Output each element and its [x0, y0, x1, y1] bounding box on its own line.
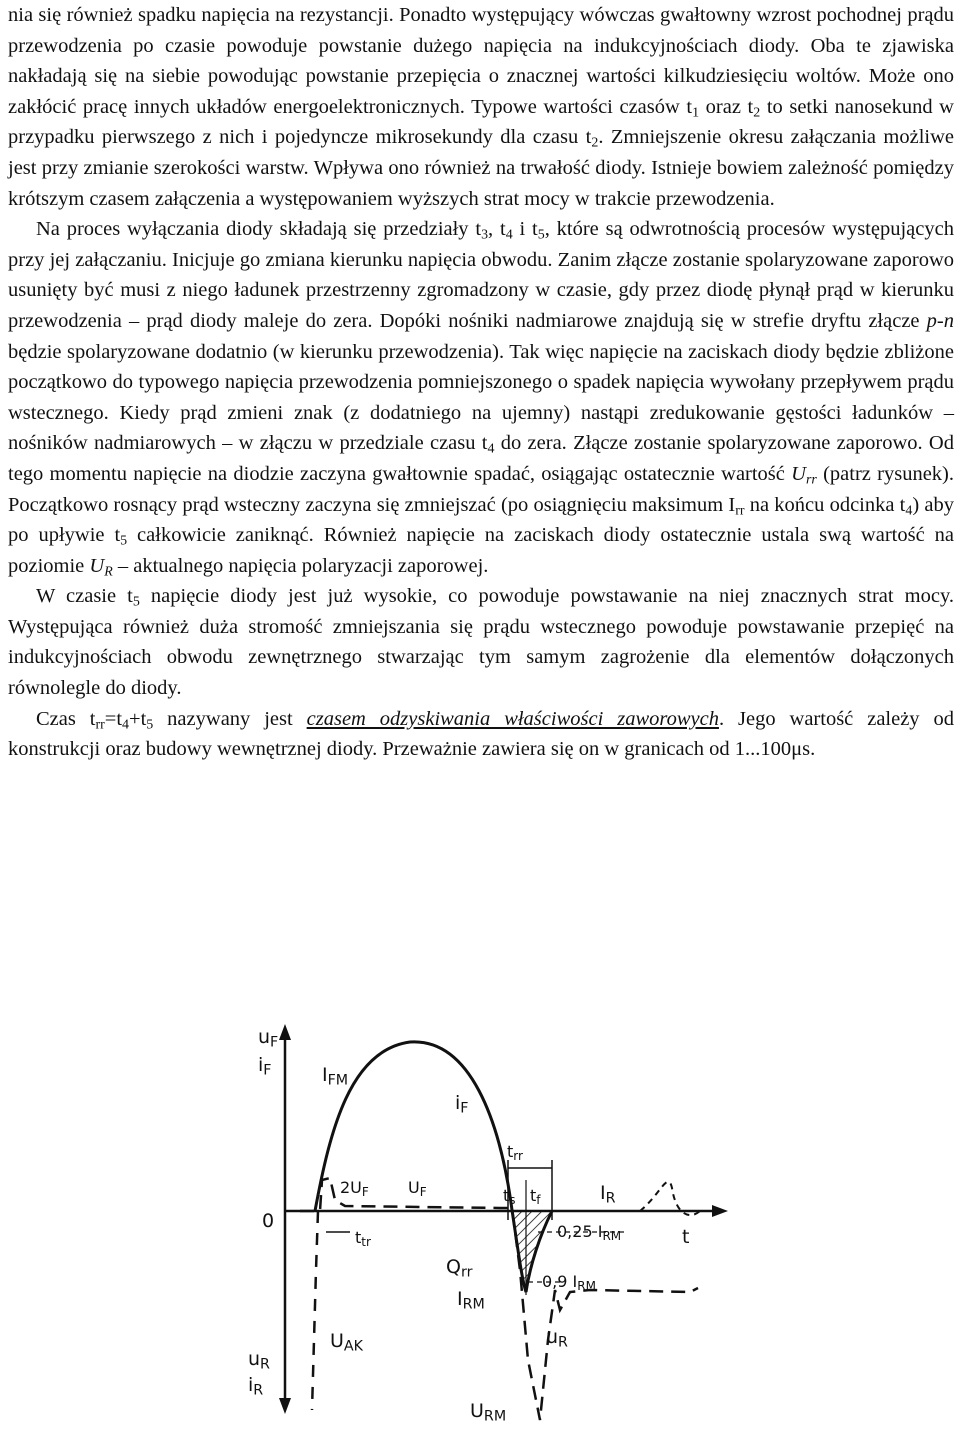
p4-defined-term: czasem odzyskiwania właściwości zaworowych [306, 707, 719, 730]
time-axis-arrow [712, 1205, 728, 1217]
voltage-curve-uak [300, 1178, 698, 1425]
p1-text-b: oraz t [699, 95, 754, 118]
diode-switching-figure [0, 1010, 960, 1430]
paragraph-1 [8, 0, 954, 214]
ts-label: $t_s$ [503, 1186, 516, 1207]
p2-text-i: ) aby po upływie t [8, 493, 954, 547]
p4-text-b: =t [104, 707, 123, 730]
ir-label: $I_R$ [600, 1182, 616, 1207]
p1-sub-1: 1 [692, 105, 700, 121]
if-curve-label: $i_F$ [455, 1092, 469, 1117]
p4-text-a: Czas t [36, 707, 96, 730]
ifm-label: $I_{FM}$ [322, 1064, 349, 1089]
p1-sub-2: 2 [753, 105, 761, 121]
p2-sub: 5 [120, 533, 128, 549]
p4-text-e: . Jego wartość zależy od konstrukcji oraz budowy wewnętrznej diody. Przeważnie zawiera się on w granicach od 1...100 [8, 707, 954, 761]
p4-unit: μs. [791, 738, 816, 761]
p2-text-c: i t [512, 218, 538, 241]
body-text [8, 0, 954, 765]
p2-text-j: całkowicie zaniknąć. Również napięcie na zaciskach diody ostatecznie ustala swą wartość na poziomie [8, 524, 954, 577]
p2-sub: 5 [537, 227, 545, 243]
vertical-axis-arrow-down [279, 1398, 291, 1414]
p2-irr-sub: rr [735, 502, 745, 518]
uf-axis-label: $u_F$ [258, 1026, 279, 1051]
voltage-initial-segment [312, 1211, 318, 1410]
p2-text-k: – aktualnego napięcia polaryzacji zaporowej. [112, 554, 489, 577]
p2-sub: 4 [505, 227, 513, 243]
urm-label: $U_{RM}$ [470, 1400, 507, 1425]
p1-text-c: to setki nanosekund w przypadku pierwszego z nich i pojedyncze mikrosekundy dla czasu t [8, 95, 954, 149]
irm09-label: 0,9 $I_{RM}$ [542, 1272, 596, 1293]
irm025-label: 0,25 $I_{RM}$ [557, 1222, 622, 1243]
p2-urr [791, 462, 817, 488]
p2-text-a: Na proces wyłączania diody składają się przedziały t [36, 218, 482, 241]
vertical-axis-arrow-up [279, 1024, 291, 1040]
uf-label: $U_F$ [408, 1178, 427, 1199]
p2-pn-italic: p-n [926, 309, 954, 332]
irm-label: $I_{RM}$ [457, 1288, 485, 1313]
p1-text-d: . Zmniejszenie okresu załączania możliwe jest przy zmianie szerokości warstw. Wpływa ono również na trwałość diody. Istnieje bowiem zależność pomiędzy krótszym czasem załączenia a występowaniem wyższych strat mocy w trakcie przewodzenia. [8, 126, 954, 210]
p2-text-h: na końcu odcinka t [744, 493, 906, 516]
p1-sub-3: 2 [591, 135, 599, 151]
p2-text-b: , t [488, 218, 506, 241]
p2-text-g: (patrz rysunek). Początkowo rosnący prąd wsteczny zaczyna się zmniejszać (po osiągnięciu maksimum I [8, 462, 954, 516]
p2-text-d: , które są odwrotnością procesów występujących przy jej załączaniu. Inicjuje go zmiana kierunku napięcia obwodu. Zanim złącze zostanie spolaryzowane zaporowo usunięty być musi z niego ładunek przestrzenny zgromadzony w czasie, gdy przez diodę płynął prąd w kierunku przewodzenia – prąd diody maleje do zera. Dopóki nośniki nadmiarowe znajdują się w strefie dryftu złącze [8, 218, 954, 332]
p2-text-f: do zera. Złącze zostanie spolaryzowane zaporowo. Od tego momentu napięcie na diodzie zaczyna gwałtownie spadać, osiągając ostatecznie wartość [8, 432, 954, 485]
p3-text-b: napięcie diody jest już wysokie, co powoduje powstawanie na niej znacznych strat mocy. Występująca również duża stromość zmniejszania się prądu wstecznego powoduje powstawanie przepięć na indukcyjnościach obwodu zewnętrznego stwarzając tym samym zagrożenie dla elementów dołączonych równolegle do diody. [8, 585, 954, 700]
current-curve [315, 1042, 552, 1292]
p4-sub: 5 [146, 717, 154, 733]
zero-label: 0 [262, 1210, 275, 1232]
p2-text-e: będzie spolaryzowane dodatnio (w kierunku przewodzenia). Tak więc napięcie na zaciskach diody będzie zbliżone początkowo do typowego napięcia przewodzenia pomniejszonego o spadek napięcia wywołany przepływem prądu wstecznego. Kiedy prąd zmieni znak (z dodatniego na ujemny) nastąpi zredukowanie gęstości ładunków – nośników nadmiarowych – w złączu w przedziale czasu t [8, 340, 954, 455]
qrr-label: $Q_{rr}$ [446, 1256, 473, 1281]
p3-text-a: W czasie t [36, 585, 133, 608]
p2-ur-main: U [89, 554, 105, 577]
trr-label: $t_{rr}$ [507, 1142, 523, 1163]
two-uf-label: $2U_F$ [340, 1178, 369, 1199]
ttr-label: $t_{tr}$ [355, 1228, 371, 1249]
p3-sub: 5 [132, 594, 140, 610]
p1-text-a: nia się również spadku napięcia na rezystancji. Ponadto występujący wówczas gwałtowny wzrost pochodnej prądu przewodzenia po czasie powoduje powstanie dużego napięcia na indukcyjnościach diody. Oba te zjawiska nakładają się na siebie powodując powstanie przepięcia o znacznej wartości kilkudziesięciu woltów. Może ono zakłócić pracę innych układów energoelektronicznych. Typowe wartości czasów t [8, 4, 954, 118]
ur-axis-label: $u_R$ [248, 1348, 270, 1373]
uak-label: $U_{AK}$ [330, 1330, 364, 1355]
figure-svg [0, 1010, 960, 1430]
ur-curve-label: $u_R$ [546, 1326, 568, 1351]
p2-sub: 4 [905, 502, 913, 518]
p2-ur [89, 554, 113, 580]
if-axis-label: $i_F$ [258, 1054, 272, 1079]
paragraph-2 [8, 214, 954, 581]
p2-sub: 3 [481, 227, 489, 243]
paragraph-4 [8, 704, 954, 765]
p4-sub: 4 [122, 717, 130, 733]
time-axis-label: t [682, 1226, 690, 1248]
ir-axis-label: $i_R$ [248, 1374, 264, 1399]
p2-ur-sub: R [104, 564, 113, 580]
p2-urr-main: U [791, 462, 806, 485]
p2-urr-sub: rr [805, 472, 817, 488]
p4-text-c: +t [129, 707, 147, 730]
p2-sub: 4 [487, 441, 495, 457]
paragraph-3 [8, 581, 954, 703]
p4-sub: rr [95, 717, 105, 733]
p4-text-d: nazywany jest [153, 707, 307, 730]
tf-label: $t_f$ [530, 1186, 541, 1207]
